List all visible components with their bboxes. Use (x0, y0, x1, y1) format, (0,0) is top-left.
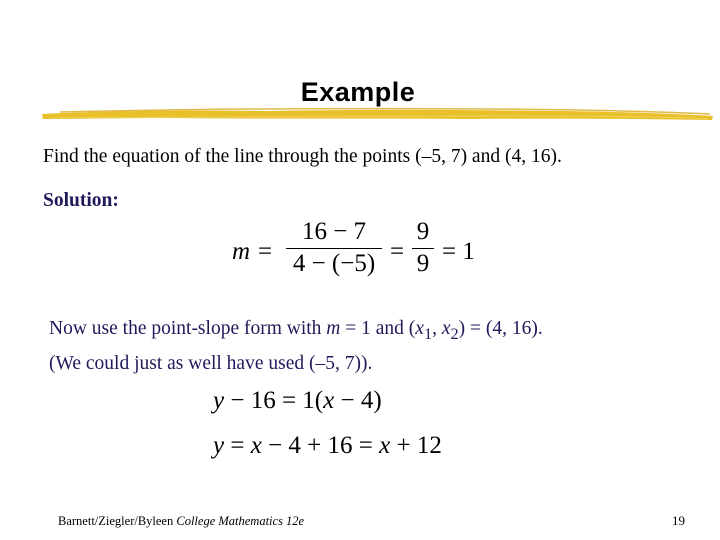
slope-variable: m (232, 238, 251, 265)
fraction-bar (286, 248, 382, 249)
fraction-numerator: 9 (416, 218, 430, 245)
footer-citation (58, 514, 304, 529)
text-segment: ) = (4, 16). (458, 318, 543, 339)
equals-sign: = (390, 238, 405, 265)
point-slope-equation (213, 387, 382, 415)
var-y: y (213, 432, 225, 459)
title-underline-brushstroke (40, 102, 715, 126)
equation-part: − 4 + 16 = (261, 432, 380, 459)
text-segment: Now use the point-slope form with (49, 318, 327, 339)
text-segment: , (432, 318, 442, 339)
fraction-denominator: 9 (416, 250, 430, 277)
subscript: 2 (450, 324, 459, 343)
fraction-bar (412, 248, 434, 249)
equation-part: = (224, 432, 251, 459)
text-variable-x2: x (441, 318, 451, 339)
footer-book-title: College Mathematics 12e (176, 514, 305, 528)
var-x: x (250, 432, 262, 459)
simplified-fraction (412, 218, 434, 278)
text-line-2: (We could just as well have used (–5, 7)). (49, 352, 373, 374)
text-variable-m: m (326, 318, 341, 339)
text-variable-x1: x (415, 318, 424, 339)
text-segment: = 1 and ( (340, 318, 416, 339)
equation-part: + 12 (390, 432, 442, 459)
point-slope-explanation (49, 314, 543, 378)
var-x: x (323, 387, 335, 414)
fraction-denominator: 4 − (−5) (292, 250, 376, 277)
slope-fraction (286, 218, 382, 278)
problem-statement: Find the equation of the line through the points (–5, 7) and (4, 16). (43, 146, 562, 167)
slope-result: = 1 (442, 238, 475, 265)
slope-equation (232, 218, 482, 293)
solution-label: Solution: (43, 190, 119, 211)
equation-part: − 4) (334, 387, 382, 414)
subscript: 1 (423, 324, 433, 343)
var-x: x (379, 432, 391, 459)
page-number: 19 (672, 513, 685, 528)
footer-authors: Barnett/Ziegler/Byleen (58, 514, 177, 528)
slope-intercept-equation (213, 432, 442, 460)
var-y: y (213, 387, 225, 414)
equation-part: − 16 = 1( (224, 387, 324, 414)
slide-title-text: Example (300, 77, 416, 107)
equals-sign: = (258, 238, 273, 265)
fraction-numerator: 16 − 7 (301, 218, 367, 245)
